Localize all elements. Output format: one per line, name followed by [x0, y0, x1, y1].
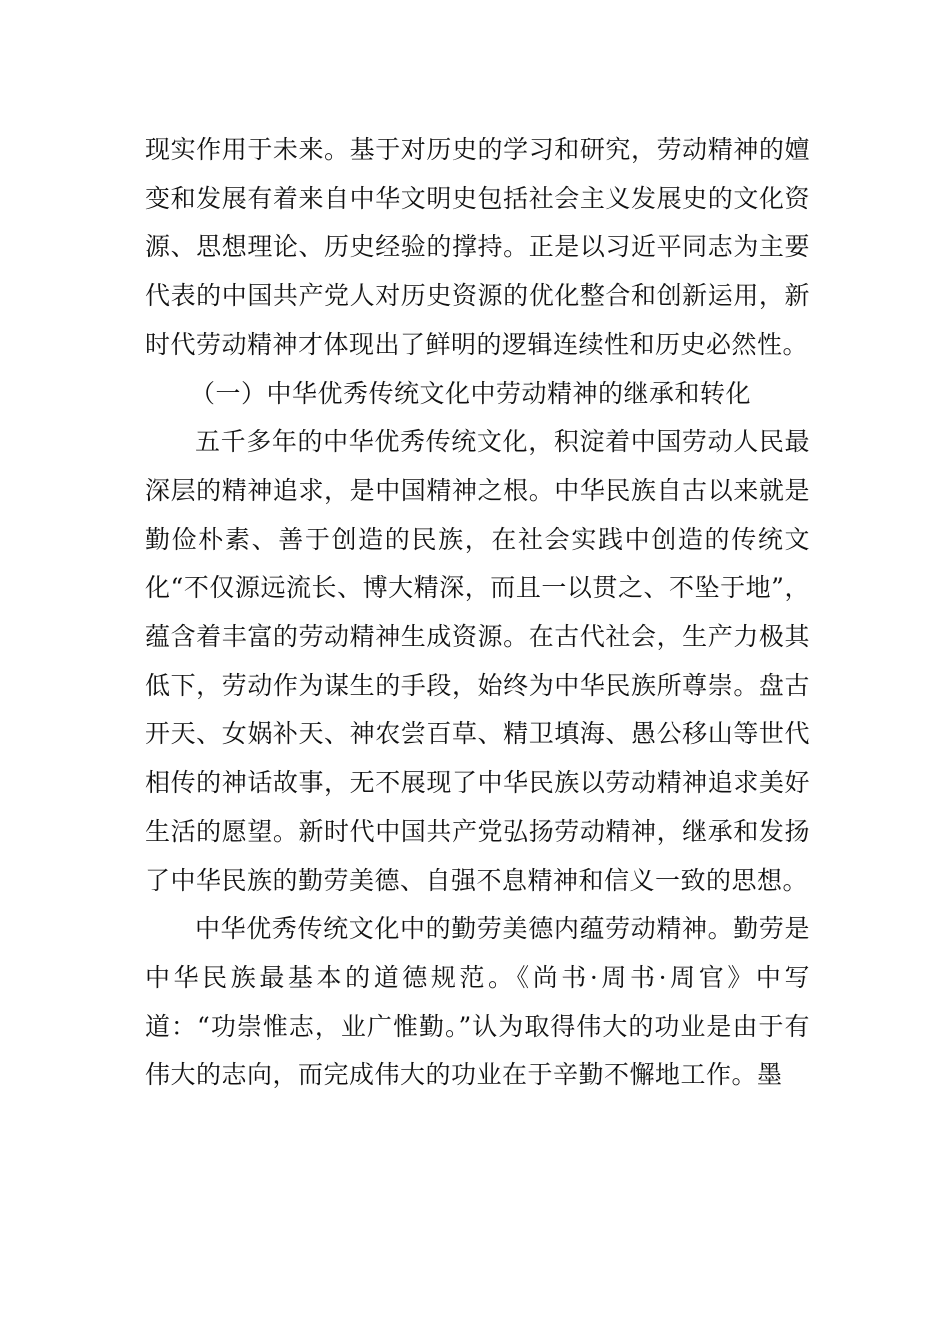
paragraph: 五千多年的中华优秀传统文化，积淀着中国劳动人民最深层的精神追求，是中国精神之根。中华民族自古以来就是勤俭朴素、善于创造的民族，在社会实践中创造的传统文化“不仅源远流长、博大精深，而且一以贯之、不坠于地”，蕴含着丰富的劳动精神生成资源。在古代社会，生产力极其低下，劳动作为谋生的手段，始终为中华民族所尊崇。盘古开天、女娲补天、神农尝百草、精卫填海、愚公移山等世代相传的神话故事，无不展现了中华民族以劳动精神追求美好生活的愿望。新时代中国共产党弘扬劳动精神，继承和发扬了中华民族的勤劳美德、自强不息精神和信义一致的思想。 — [145, 427, 810, 895]
paragraph: 中华优秀传统文化中的勤劳美德内蕴劳动精神。勤劳是中华民族最基本的道德规范。《尚书·周书·周官》中写道：“功崇惟志，业广惟勤。”认为取得伟大的功业是由于有伟大的志向，而完成伟大的功业在于辛勤不懈地工作。墨 — [145, 914, 810, 1090]
document-body — [145, 126, 810, 1100]
section-heading: （一）中华优秀传统文化中劳动精神的继承和转化 — [190, 378, 752, 408]
paragraph-continued: 现实作用于未来。基于对历史的学习和研究，劳动精神的嬗变和发展有着来自中华文明史包括社会主义发展史的文化资源、思想理论、历史经验的撑持。正是以习近平同志为主要代表的中国共产党人对历史资源的优化整合和创新运用，新时代劳动精神才体现出了鲜明的逻辑连续性和历史必然性。 — [145, 135, 810, 359]
